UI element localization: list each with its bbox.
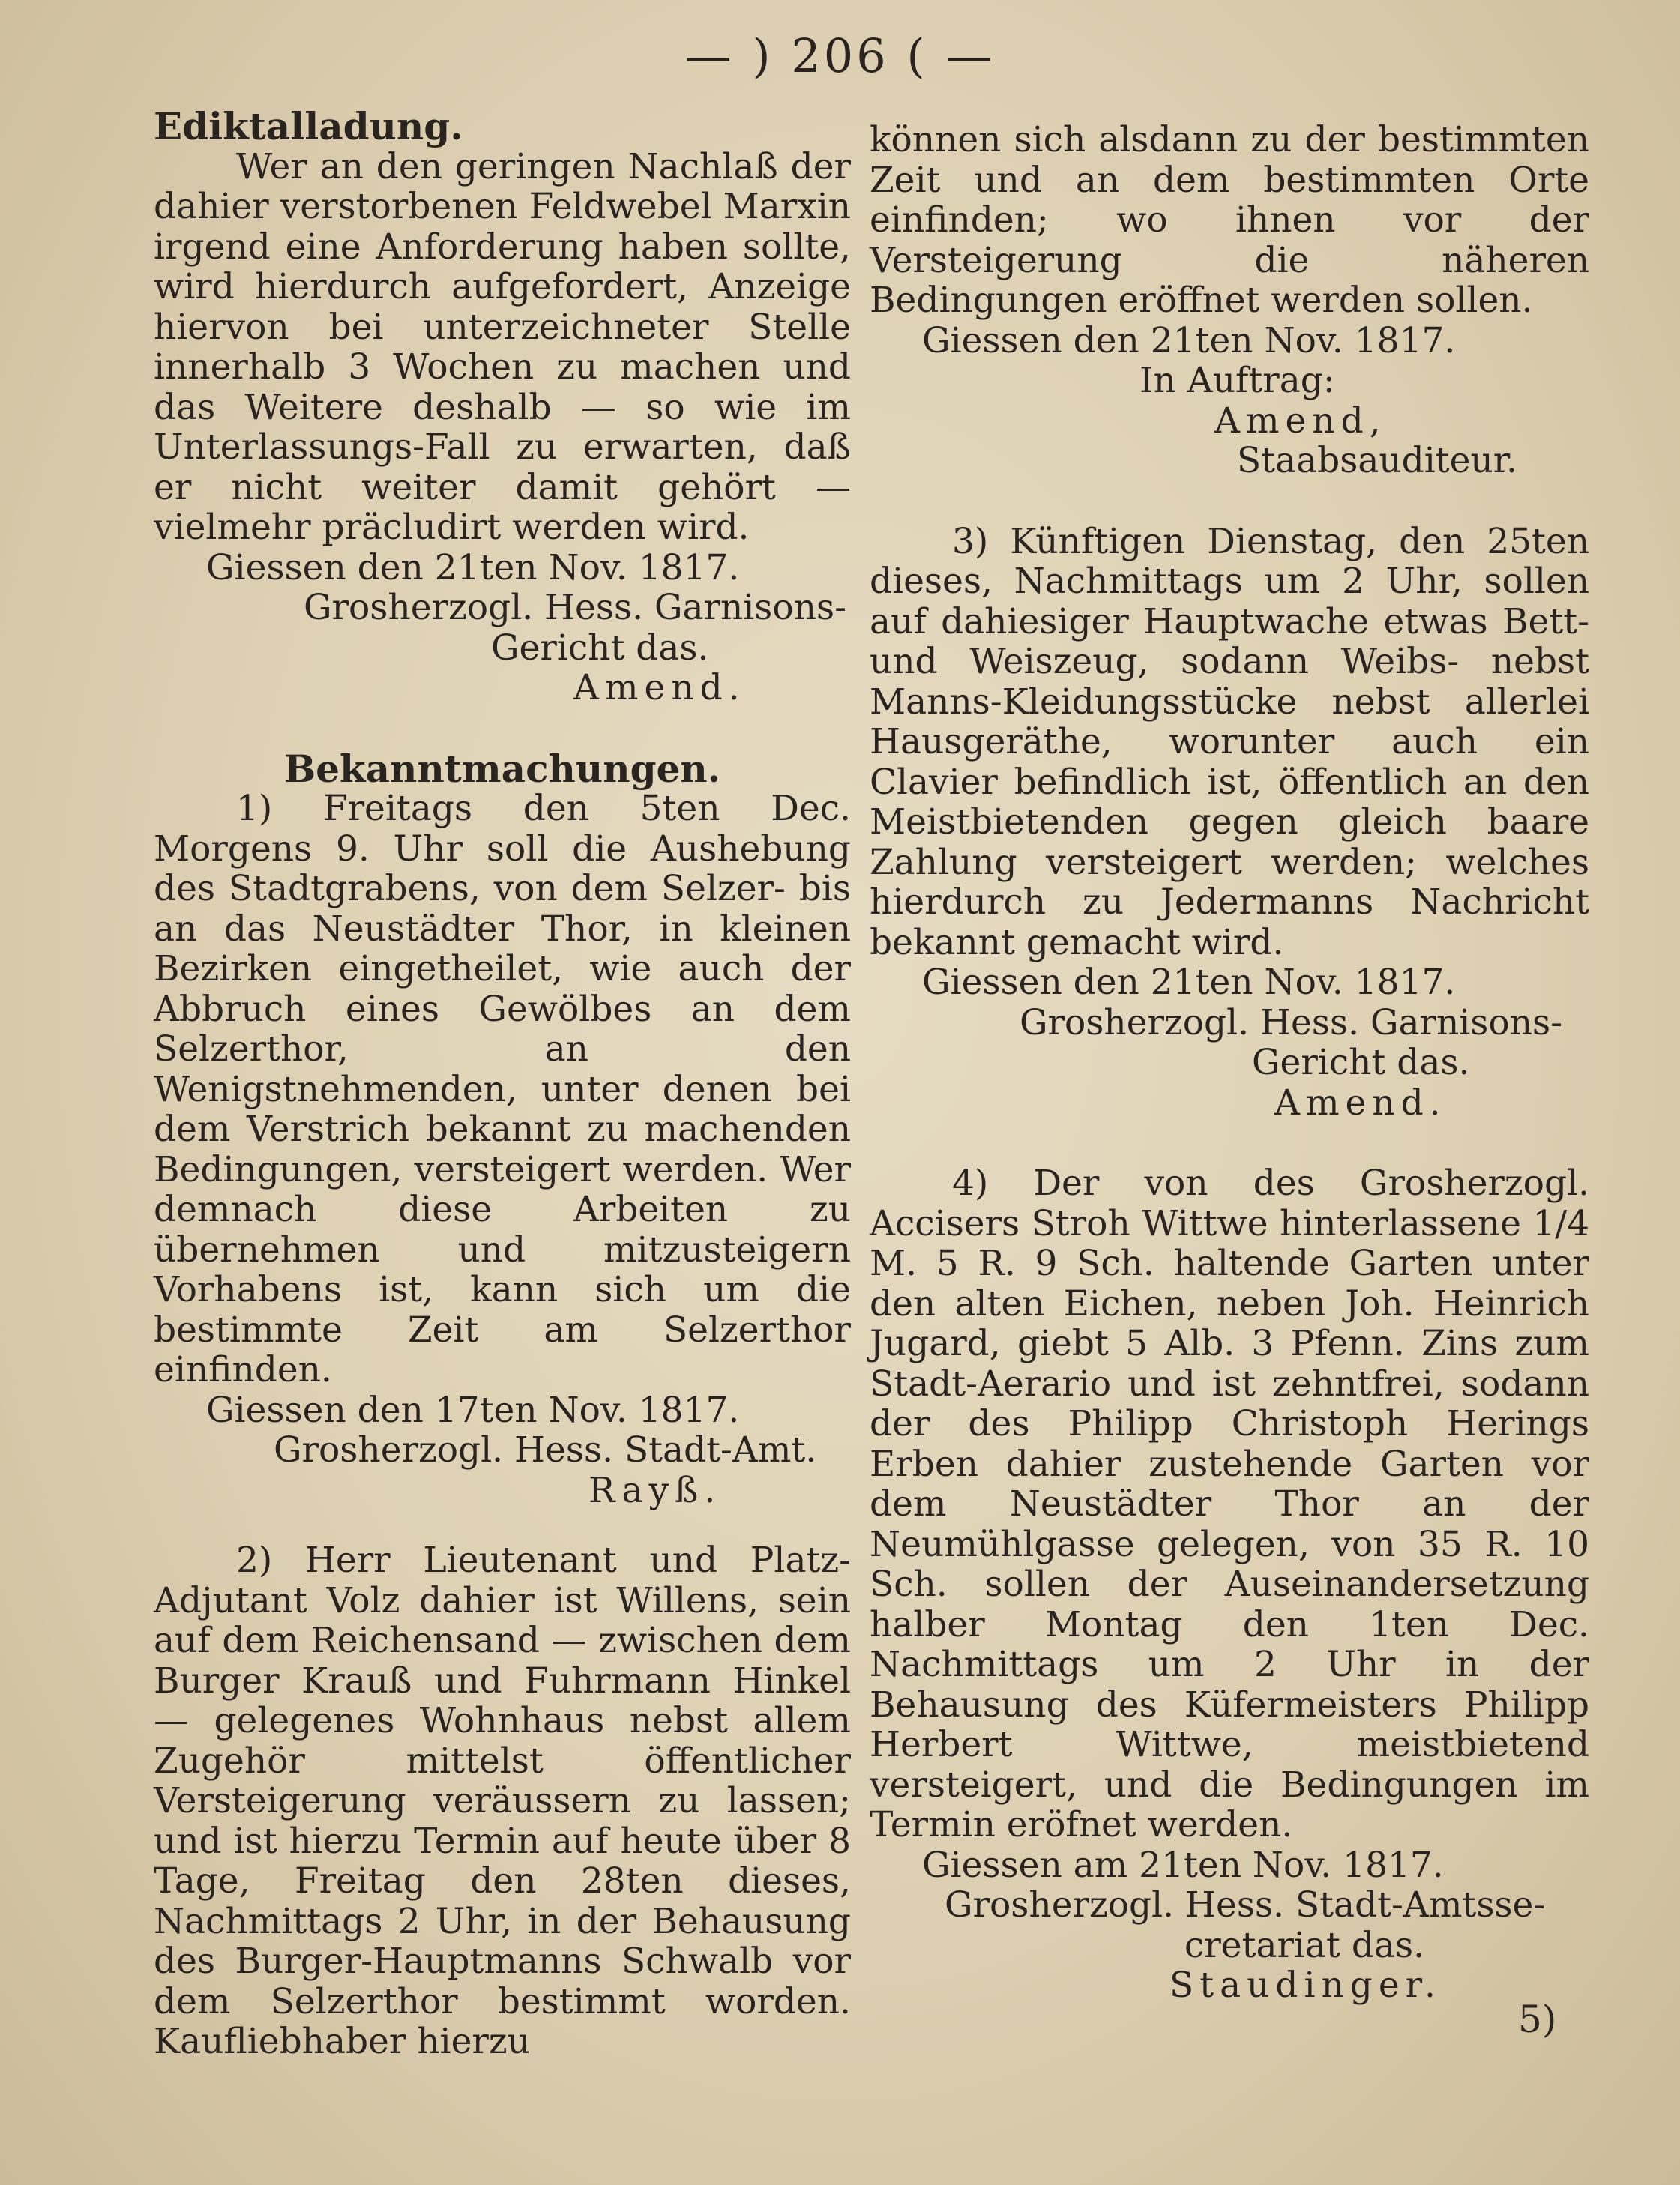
notice-1-date: Giessen den 17ten Nov. 1817. [206, 1389, 740, 1431]
notice-4 [870, 1163, 1589, 2006]
notice-2 [154, 1540, 851, 2062]
edikt-signature-name: Amend. [573, 667, 746, 708]
notice-1-signature-office: Grosherzogl. Hess. Stadt-Amt. [274, 1429, 817, 1471]
notice-3-body: 3) Künftigen Dienstag, den 25ten dieses, Nachmittags um 2 Uhr, sollen auf dahiesiger Hauptwache etwas Bett- und Weiszeug, sodann Weibs- nebst Manns-Kleidungsstücke nebst allerlei Hausgeräthe, worunter auch ein Clavier befindlich ist, öffentlich an den Meistbietenden gegen gleich baare Zahlung versteigert werden; welches hierdurch zu Jedermanns Nachricht bekannt gemacht wird. [870, 520, 1589, 963]
notice-1 [154, 789, 851, 1510]
notice-2-continued-body: können sich alsdann zu der bestimmten Zeit und an dem bestimmten Orte einfinden; wo ihnen vor der Versteigerung die näheren Bedingungen eröffnet werden sollen. [870, 119, 1589, 321]
notice-3-date: Giessen den 21ten Nov. 1817. [922, 962, 1456, 1003]
notice-4-body: 4) Der von des Grosherzogl. Accisers Stroh Wittwe hinterlassene 1/4 M. 5 R. 9 Sch. haltende Garten unter den alten Eichen, neben Joh. Heinrich Jugard, giebt 5 Alb. 3 Pfenn. Zins zum Stadt-Aerario und ist zehntfrei, sodann der des Philipp Christoph Herings Erben dahier zustehende Garten vor dem Neustädter Thor an der Neumühlgasse gelegen, von 35 R. 10 Sch. sollen der Auseinandersetzung halber Montag den 1ten Dec. Nachmittags um 2 Uhr in der Behausung des Küfermeisters Philipp Herbert Wittwe, meistbietend versteigert, und die Bedingungen im Termin eröfnet werden. [870, 1163, 1589, 1845]
catchword: 5) [1518, 1998, 1557, 2041]
notice-1-signature-name: Rayß. [588, 1469, 722, 1511]
page-number: — ) 206 ( — [684, 28, 996, 83]
edikt-section [154, 106, 851, 708]
edikt-body: Wer an den geringen Nachlaß der dahier verstorbenen Feldwebel Marxin irgend eine Anforderung haben sollte, wird hierdurch aufgefordert, Anzeige hiervon bei unterzeichneter Stelle innerhalb 3 Wochen zu machen und das Weitere deshalb — so wie im Unterlassungs-Fall zu erwarten, daß er nicht weiter damit gehört — vielmehr präcludirt werden wird. [154, 145, 851, 548]
notice-2-date: Giessen den 21ten Nov. 1817. [922, 319, 1456, 361]
notice-2-signature-title: Staabsauditeur. [1237, 440, 1517, 481]
notice-1-body: 1) Freitags den 5ten Dec. Morgens 9. Uhr soll die Aushebung des Stadtgrabens, von dem Selzer- bis an das Neustädter Thor, in kleinen Bezirken eingetheilet, wie auch der Abbruch eines Gewölbes an dem Selzerthor, an den Wenigstnehmenden, unter denen bei dem Verstrich bekannt zu machenden Bedingungen, versteigert werden. Wer demnach diese Arbeiten zu übernehmen und mitzusteigern Vorhabens ist, kann sich um die bestimmte Zeit am Selzerthor einfinden. [154, 788, 851, 1390]
bekanntmachungen-title: Bekanntmachungen. [283, 746, 721, 791]
edikt-signature-court: Gericht das. [491, 627, 709, 669]
notice-3-signature-office: Grosherzogl. Hess. Garnisons- [1020, 1001, 1562, 1043]
notice-3 [870, 522, 1589, 1124]
notice-2-signature-name: Amend, [1214, 400, 1387, 441]
notice-4-signature-office: Grosherzogl. Hess. Stadt-Amtsse- [945, 1884, 1546, 1926]
notice-2-auftrag: In Auftrag: [1139, 360, 1335, 401]
notice-3-signature-name: Amend. [1274, 1082, 1447, 1124]
notice-3-signature-court: Gericht das. [1252, 1042, 1470, 1083]
edikt-date: Giessen den 21ten Nov. 1817. [206, 546, 740, 588]
notice-4-signature-court: cretariat das. [1184, 1924, 1425, 1966]
left-column [154, 106, 851, 2062]
right-column [870, 120, 1589, 2006]
edikt-signature-office: Grosherzogl. Hess. Garnisons- [304, 587, 846, 628]
notice-4-signature-name: Staudinger. [1169, 1965, 1442, 2006]
edikt-title: Ediktalladung. [154, 104, 463, 148]
notice-4-date: Giessen am 21ten Nov. 1817. [922, 1844, 1444, 1886]
notice-2-continued [870, 120, 1589, 481]
notice-2-body: 2) Herr Lieutenant und Platz-Adjutant Volz dahier ist Willens, sein auf dem Reichensand — zwischen dem Burger Krauß und Fuhrmann Hinkel — gelegenes Wohnhaus nebst allem Zugehör mittelst öffentlicher Versteigerung veräussern zu lassen; und ist hierzu Termin auf heute über 8 Tage, Freitag den 28ten dieses, Nachmittags 2 Uhr, in der Behausung des Burger-Hauptmanns Schwalb vor dem Selzerthor bestimmt worden. Kaufliebhaber hierzu [154, 1540, 851, 2062]
